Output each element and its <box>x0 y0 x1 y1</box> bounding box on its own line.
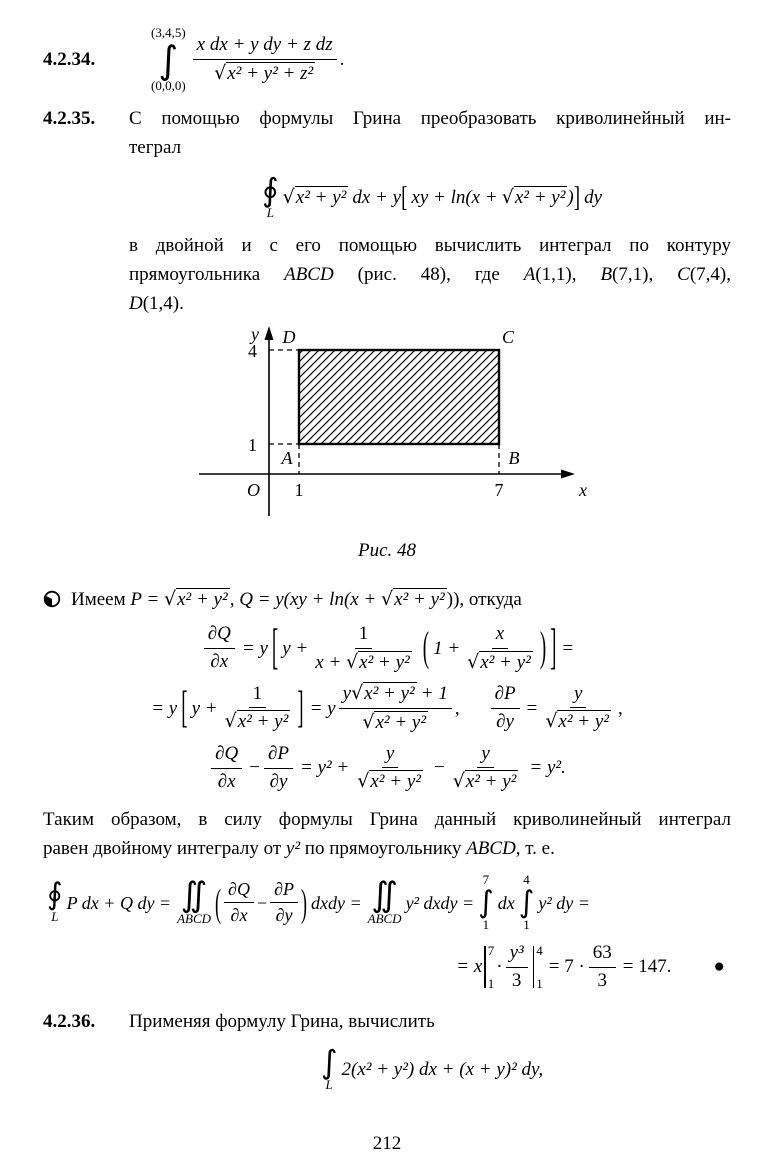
radical-sign: √ <box>282 185 295 208</box>
equation-result <box>43 941 731 993</box>
minus-sign: − <box>256 892 268 913</box>
problem-number: 4.2.34. <box>43 49 96 71</box>
partial-fraction: $\frac{\partial Q}{\partial x}$ <box>204 622 235 674</box>
math-text: = y². <box>529 757 566 779</box>
square-root: √x² + y² <box>545 710 610 733</box>
left-bracket: [ <box>271 621 279 676</box>
fraction: $\frac{1}{\text{√x² + y²}}$ <box>224 682 289 733</box>
minus-sign: − <box>249 757 260 779</box>
integral-with-limits: 4 ∫ 1 <box>518 871 535 932</box>
problem-text-line: прямоугольника ABCD (рис. 48), где A(1,1), B(7,1), C(7,4), <box>129 263 731 285</box>
right-paren: ) <box>539 625 547 672</box>
vertex-c-label: C <box>501 326 515 347</box>
math-text: = x <box>456 956 483 978</box>
integral-with-limits: ∫ L <box>320 1043 338 1093</box>
double-integral: ∬ ABCD <box>177 875 212 927</box>
math-text: P dx + Q dy = <box>66 892 172 913</box>
math-text: 1 + <box>433 637 461 659</box>
fraction: $\frac{y}{\text{√x² + y²}}$ <box>357 742 421 793</box>
square-root <box>502 185 568 211</box>
square-root <box>164 589 230 610</box>
solution-opening-line <box>43 585 731 614</box>
double-integral: ∬ ABCD <box>367 875 402 927</box>
math-text: = 7 · <box>548 956 585 978</box>
contour-integral: ∮ L <box>47 877 63 925</box>
solution-paragraph-line: равен двойному интегралу от y² по прямоугольнику ABCD, т. е. <box>43 837 555 859</box>
contour-label: L <box>266 204 274 220</box>
integral-with-limits: 7 ∫ 1 <box>478 871 494 932</box>
fraction: $\frac{\text{y√x² + y² + 1}}{\text{√x² + y²}}$ <box>339 681 452 735</box>
math-text: = <box>562 637 574 659</box>
square-root: √x² + y² <box>452 770 517 793</box>
problem-text-line: Применяя формулу Грина, вычислить <box>129 1011 435 1033</box>
x-axis-label: x <box>579 479 587 500</box>
left-paren: ( <box>422 625 430 672</box>
figure-48 <box>43 324 731 565</box>
equation-dq-dx <box>43 622 731 675</box>
problem-number: 4.2.35. <box>43 107 96 129</box>
partial-fraction: $\frac{\partial P}{\partial y}$ <box>491 682 520 734</box>
right-bracket: ] <box>573 181 581 214</box>
math-text: y² dxdy = <box>405 892 475 913</box>
math-text: = 147. <box>622 956 672 978</box>
math-text: = y² + <box>299 757 350 779</box>
figure-48-plot <box>177 324 597 522</box>
denominator <box>210 60 319 87</box>
math-text: dxdy = <box>311 892 362 913</box>
square-root <box>381 589 447 610</box>
partial-fraction: $\frac{\partial Q}{\partial x}$ <box>224 878 254 928</box>
square-root: √x² + y² <box>467 650 531 673</box>
fraction: $\frac{x}{\text{√x² + y²}}$ <box>467 622 531 673</box>
integral-sign: ∫ <box>158 37 179 82</box>
math-text: = y <box>151 697 178 719</box>
math-text: 2(x² + y²) dx + (x + y)² dy, <box>341 1058 544 1080</box>
square-root <box>214 63 315 84</box>
y-axis-label: y <box>251 323 259 344</box>
numerator: x dx + y dy + z dz <box>193 33 337 60</box>
problem-4-2-36 <box>43 1007 731 1093</box>
math-text: dx + y <box>352 186 402 208</box>
partial-fraction: $\frac{\partial P}{\partial y}$ <box>264 742 293 794</box>
square-root: √x² + y² <box>351 682 415 705</box>
math-text: P = <box>130 588 164 610</box>
right-bracket: ] <box>550 621 557 676</box>
radical-sign: √ <box>214 61 227 84</box>
square-root <box>283 185 349 211</box>
problem-4-2-35 <box>43 104 731 318</box>
fraction <box>193 33 337 86</box>
evaluation-bar: 4 1 <box>533 944 543 990</box>
partial-fraction: $\frac{\partial Q}{\partial x}$ <box>211 742 242 794</box>
dot-operator: · <box>496 956 503 978</box>
problem-number: 4.2.36. <box>43 1011 96 1033</box>
lower-limit: (0,0,0) <box>151 77 186 93</box>
right-bracket: ] <box>297 683 304 734</box>
math-text: = y <box>241 637 268 659</box>
figure-caption: Рис. 48 <box>357 539 417 561</box>
vertex-b-label: B <box>508 447 520 468</box>
solution-end-icon: ● <box>713 956 725 978</box>
radicand: x² + y² <box>295 186 347 208</box>
equation-difference <box>43 742 731 795</box>
fraction: $\frac{y}{\text{√x² + y²}}$ <box>452 742 517 793</box>
integral-with-limits <box>151 26 186 94</box>
radicand: x² + y² <box>177 588 228 610</box>
solution-text: Имеем <box>71 588 131 610</box>
y-tick-4: 4 <box>248 340 257 361</box>
comma: , <box>454 697 460 719</box>
problem-text-line: в двойной и с его помощью вычислить интеграл по контуру <box>129 234 731 256</box>
x-tick-1: 1 <box>294 479 304 500</box>
radical-sign: √ <box>501 185 514 208</box>
x-tick-7: 7 <box>494 479 504 500</box>
origin-label: O <box>247 479 260 500</box>
math-text: y + <box>191 697 218 719</box>
radical-sign: √ <box>381 587 394 610</box>
partial-fraction: $\frac{\partial P}{\partial y}$ <box>270 878 298 928</box>
y-axis-arrow <box>265 326 274 340</box>
formula-4-2-36 <box>129 1043 731 1093</box>
square-root: √x² + y² <box>346 650 410 673</box>
math-text: dx <box>497 892 515 913</box>
math-text: = <box>526 697 538 719</box>
left-paren: ( <box>215 880 222 925</box>
problem-text-line: D(1,4). <box>129 292 184 314</box>
math-text: y + <box>282 637 309 659</box>
left-bracket: [ <box>401 181 408 214</box>
math-text: = y <box>309 697 336 719</box>
evaluation-bar: 7 1 <box>484 944 494 990</box>
contour-integral <box>262 170 279 221</box>
fraction: $\frac{1}{\text{x + √x² + y²}}$ <box>315 622 410 673</box>
math-text: xy + ln(x + <box>411 186 498 208</box>
page-number: 212 <box>372 1133 402 1154</box>
y-tick-1: 1 <box>248 434 257 455</box>
problem-4-2-34 <box>43 26 731 94</box>
equation-dq-dx-simplified <box>43 681 731 735</box>
math-text: dy <box>584 186 602 208</box>
right-paren: ) <box>301 880 307 925</box>
solution-text: )), откуда <box>446 588 522 610</box>
solution-start-icon <box>43 590 61 608</box>
fraction: $\frac{y}{\text{√x² + y²}}$ <box>545 682 610 733</box>
fraction: $\frac{63}{3}$ <box>589 941 616 993</box>
math-text: , Q = y(xy + ln(x + <box>229 588 382 610</box>
upper-limit: (3,4,5) <box>151 25 186 40</box>
math-text: y² dy = <box>538 892 590 913</box>
solution-block <box>43 585 731 993</box>
equation-green-formula <box>43 873 731 933</box>
rectangle-abcd <box>299 350 499 444</box>
period: . <box>339 49 345 71</box>
problem-text-line: теграл <box>129 136 182 158</box>
radical-sign: √ <box>163 587 177 610</box>
left-bracket: [ <box>181 683 188 734</box>
x-axis-arrow <box>561 469 575 478</box>
comma: , <box>618 697 623 719</box>
vertex-d-label: D <box>282 326 296 347</box>
line-integral-formula <box>129 170 731 221</box>
math-text: ) <box>567 186 574 208</box>
square-root: √x² + y² <box>224 710 289 733</box>
solution-paragraph-line: Таким образом, в силу формулы Грина данный криволинейный интеграл <box>43 808 731 830</box>
fraction: $\frac{\text{y³}}{3}$ <box>506 941 528 993</box>
contour-integral-sign: ∮ <box>262 170 279 209</box>
radicand: x² + y² <box>514 186 566 208</box>
square-root: √x² + y² <box>362 710 427 733</box>
formula-4-2-34 <box>147 26 731 94</box>
square-root: √x² + y² <box>357 770 421 793</box>
radicand: x² + y² <box>394 588 445 610</box>
problem-text-line: С помощью формулы Грина преобразовать криволинейный ин- <box>129 107 731 129</box>
minus-sign: − <box>433 757 445 779</box>
page-footer <box>43 1129 731 1172</box>
radicand: x² + y² + z² <box>227 62 314 84</box>
vertex-a-label: A <box>281 447 293 468</box>
